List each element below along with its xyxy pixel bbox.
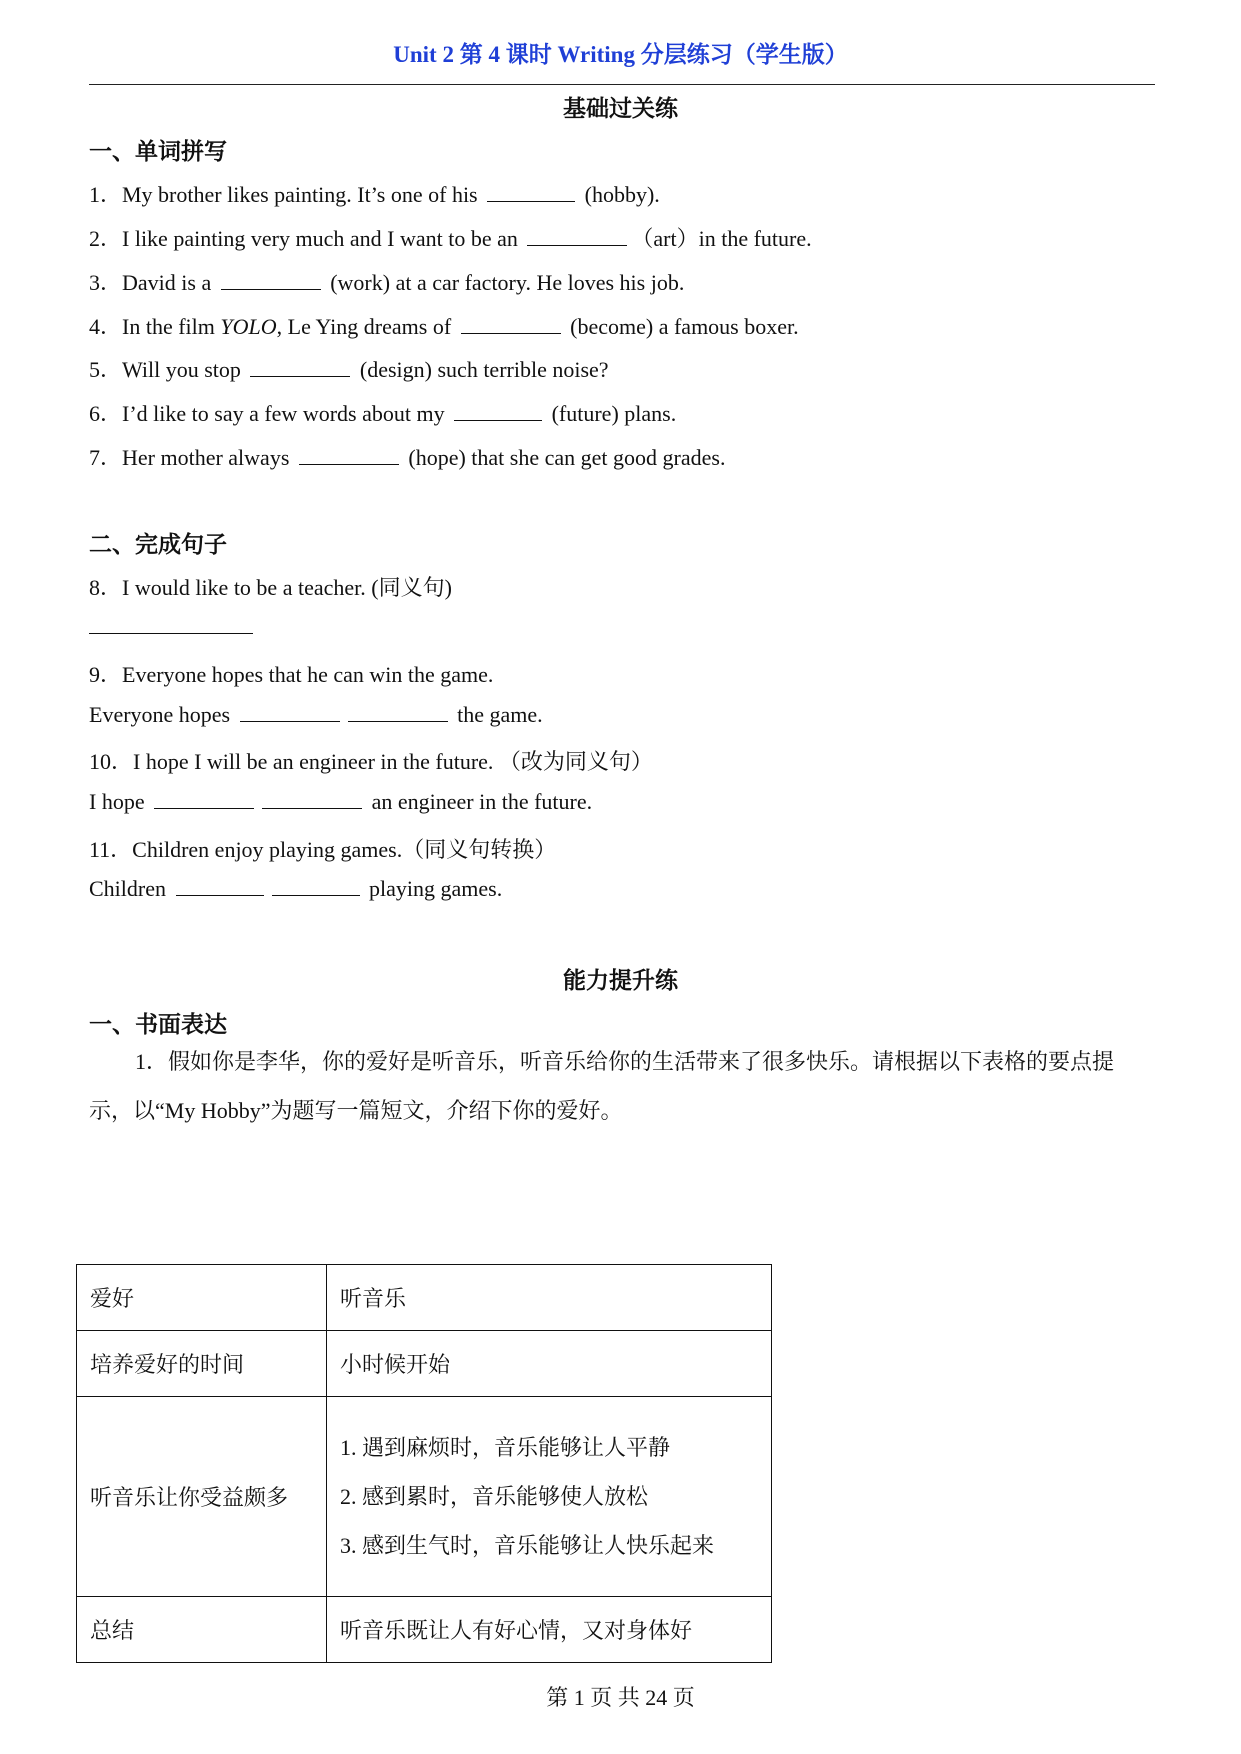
table-cell-label: 爱好 — [77, 1265, 327, 1331]
answer-blank[interactable] — [89, 632, 253, 634]
question-11: 11．Children enjoy playing games.（同义句转换） — [89, 837, 557, 862]
answer-blank[interactable] — [461, 332, 561, 334]
question-7-text: 7．Her mother always — [89, 445, 295, 470]
question-10-answer-tail: an engineer in the future. — [366, 789, 593, 814]
question-2-text: 2．I like painting very much and I want to be an — [89, 226, 524, 251]
benefit-item: 1. 遇到麻烦时，音乐能够让人平静 — [340, 1435, 671, 1460]
table-row — [77, 1265, 772, 1331]
question-3-text: 3．David is a — [89, 270, 217, 295]
question-11-answer-text: Children — [89, 876, 172, 901]
answer-blank[interactable] — [299, 463, 399, 465]
question-1-text: 1．My brother likes painting. It’s one of his — [89, 182, 484, 207]
question-5-text: 5．Will you stop — [89, 357, 247, 382]
table-row — [77, 1397, 772, 1597]
page-number: 第 1 页 共 24 页 — [546, 1685, 695, 1710]
answer-blank[interactable] — [272, 894, 360, 896]
table-cell-value: 听音乐既让人有好心情，又对身体好 — [327, 1597, 772, 1663]
header-divider — [89, 84, 1155, 85]
question-6 — [89, 397, 676, 428]
question-10: 10．I hope I will be an engineer in the future. （改为同义句） — [89, 749, 653, 774]
hobby-table — [76, 1264, 772, 1663]
benefit-item: 2. 感到累时，音乐能够使人放松 — [340, 1484, 649, 1509]
question-7-hint: (hope) that she can get good grades. — [402, 445, 726, 470]
table-cell-value: 听音乐 — [327, 1265, 772, 1331]
question-1 — [89, 178, 660, 209]
question-9-answer — [89, 702, 543, 728]
question-3-hint: (work) at a car factory. He loves his job. — [324, 270, 685, 295]
question-11-answer — [89, 876, 502, 902]
answer-blank[interactable] — [348, 720, 448, 722]
part-heading-writing: 一、书面表达 — [89, 1012, 227, 1037]
answer-blank[interactable] — [250, 375, 350, 377]
writing-prompt: 1．假如你是李华，你的爱好是听音乐，听音乐给你的生活带来了很多快乐。请根据以下表格的要点提示，以“My Hobby”为题写一篇短文，介绍下你的爱好。 — [89, 1049, 1115, 1123]
question-5 — [89, 353, 609, 384]
question-4-hint: (become) a famous boxer. — [564, 314, 799, 339]
section-title-basic: 基础过关练 — [563, 96, 678, 121]
question-8: 8．I would like to be a teacher. (同义句) — [89, 575, 452, 600]
question-4-text-2: , Le Ying dreams of — [276, 314, 457, 339]
question-9-answer-tail: the game. — [451, 702, 543, 727]
question-11-answer-tail: playing games. — [363, 876, 503, 901]
part-heading-spelling: 一、单词拼写 — [89, 139, 227, 164]
question-10-answer-text: I hope — [89, 789, 151, 814]
answer-blank[interactable] — [487, 200, 575, 202]
answer-blank[interactable] — [262, 807, 362, 809]
question-10-answer — [89, 789, 592, 815]
question-9-answer-text: Everyone hopes — [89, 702, 236, 727]
question-1-hint: (hobby). — [579, 182, 660, 207]
question-6-hint: (future) plans. — [546, 401, 677, 426]
section-title-advanced: 能力提升练 — [563, 968, 678, 993]
question-2-hint: （art）in the future. — [631, 226, 812, 251]
benefit-item: 3. 感到生气时，音乐能够让人快乐起来 — [340, 1533, 715, 1558]
question-4 — [89, 310, 799, 341]
answer-blank[interactable] — [154, 807, 254, 809]
question-4-text: 4．In the film — [89, 314, 221, 339]
question-6-text: 6．I’d like to say a few words about my — [89, 401, 451, 426]
film-title: YOLO — [220, 314, 277, 339]
answer-blank[interactable] — [240, 720, 340, 722]
answer-blank[interactable] — [527, 244, 627, 246]
question-8-answer — [89, 614, 253, 640]
question-2 — [89, 222, 812, 253]
table-cell-value: 小时候开始 — [327, 1331, 772, 1397]
question-5-hint: (design) such terrible noise? — [354, 357, 609, 382]
table-cell-label: 听音乐让你受益颇多 — [77, 1397, 327, 1597]
question-3 — [89, 266, 684, 297]
question-9: 9．Everyone hopes that he can win the game. — [89, 662, 494, 687]
table-cell-label: 总结 — [77, 1597, 327, 1663]
answer-blank[interactable] — [221, 288, 321, 290]
table-cell-benefits — [327, 1397, 772, 1597]
table-row — [77, 1331, 772, 1397]
part-heading-sentences: 二、完成句子 — [89, 532, 227, 557]
document-title: Unit 2 第 4 课时 Writing 分层练习（学生版） — [393, 42, 848, 67]
question-7 — [89, 441, 725, 472]
table-row — [77, 1597, 772, 1663]
table-cell-label: 培养爱好的时间 — [77, 1331, 327, 1397]
answer-blank[interactable] — [454, 419, 542, 421]
answer-blank[interactable] — [176, 894, 264, 896]
